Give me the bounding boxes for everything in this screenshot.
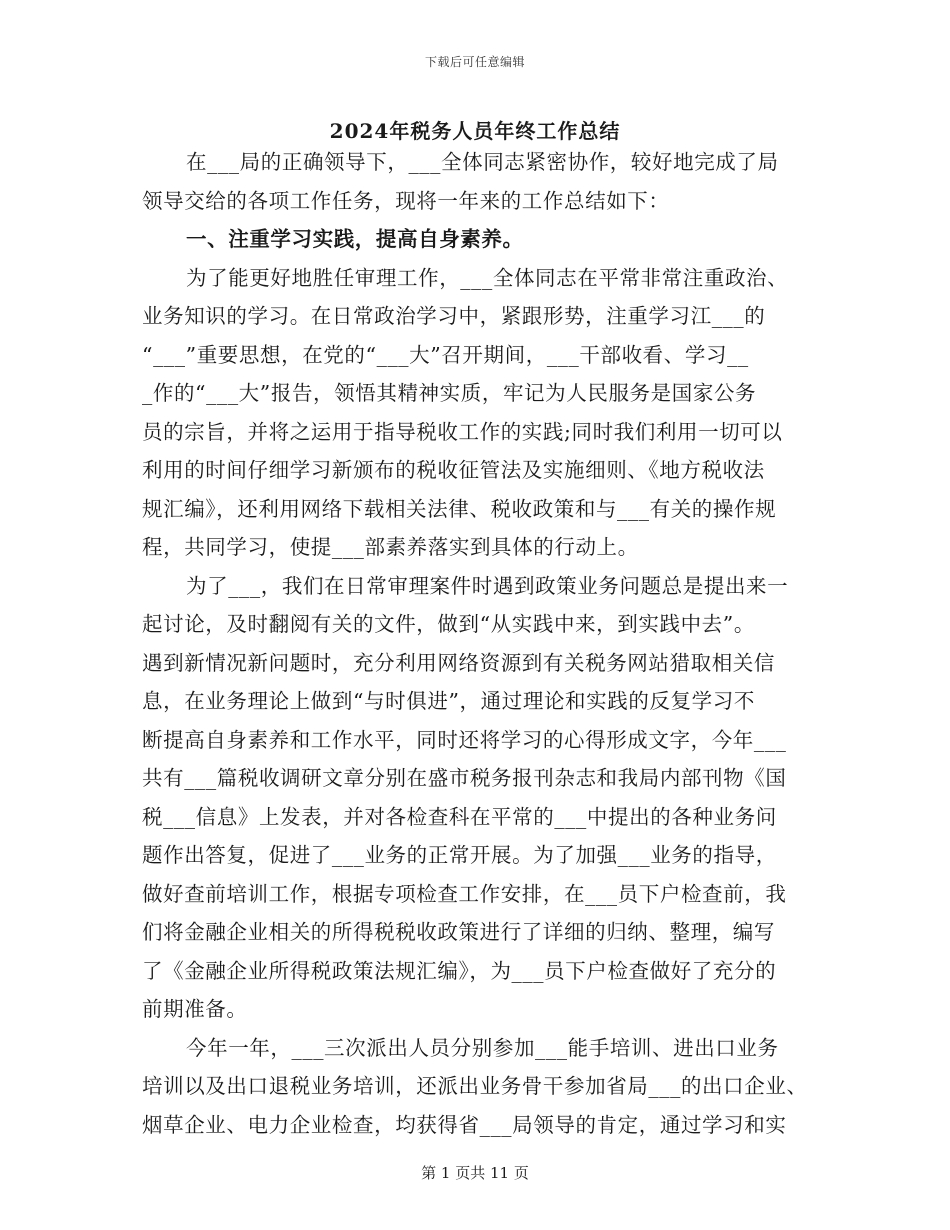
body-text-line: 培训以及出口退税业务培训，还派出业务骨干参加省局___的出口企业、 xyxy=(142,1074,808,1098)
body-text-line: 在___局的正确领导下，___全体同志紧密协作，较好地完成了局 xyxy=(186,150,779,174)
body-text-line: 程，共同学习，使提___部素养落实到具体的行动上。 xyxy=(142,535,639,559)
body-text-line: 遇到新情况新问题时，充分利用网络资源到有关税务网站猎取相关信 xyxy=(142,650,775,675)
body-text-line: 员的宗旨，并将之运用于指导税收工作的实践;同时我们利用一切可以 xyxy=(142,419,783,444)
body-text-line: 税___信息》上发表，并对各检查科在平常的___中提出的各种业务问 xyxy=(142,804,777,829)
page-number-footer: 第 1 页共 11 页 xyxy=(421,1164,529,1182)
body-text-line: 起讨论，及时翻阅有关的文件，做到“从实践中来，到实践中去”。 xyxy=(142,612,755,636)
document-title: 2024年税务人员年终工作总结 xyxy=(329,119,621,143)
body-text-line: 断提高自身素养和工作水平，同时还将学习的心得形成文字，今年___ xyxy=(142,727,787,752)
section-heading: 一、注重学习实践，提高自身素养。 xyxy=(186,227,524,251)
body-text-line: 规汇编》，还利用网络下载相关法律、税收政策和与___有关的操作规 xyxy=(142,496,777,521)
body-text-line: 共有___篇税收调研文章分别在盛市税务报刊杂志和我局内部刊物《国 xyxy=(142,766,787,790)
body-text-line: 烟草企业、电力企业检查，均获得省___局领导的肯定，通过学习和实 xyxy=(142,1112,787,1137)
body-text-line: 为了能更好地胜任审理工作，___全体同志在平常非常注重政治、 xyxy=(186,265,789,290)
document-body xyxy=(142,143,810,1144)
body-text-line: _作的“___大”报告，领悟其精神实质，牢记为人民服务是国家公务 xyxy=(142,381,757,405)
body-text-line: “___”重要思想，在党的“___大”召开期间，___干部收看、学习__ xyxy=(142,342,749,367)
body-text-line: 题作出答复，促进了___业务的正常开展。为了加强___业务的指导， xyxy=(142,843,777,867)
body-text-line: 息，在业务理论上做到“与时俱进”，通过理论和实践的反复学习不 xyxy=(142,689,755,713)
body-text-line: 做好查前培训工作，根据专项检查工作安排，在___员下户检查前，我 xyxy=(142,881,787,906)
body-text-line: 领导交给的各项工作任务，现将一年来的工作总结如下： xyxy=(142,188,670,213)
body-text-line: 们将金融企业相关的所得税税收政策进行了详细的归纳、整理，编写 xyxy=(142,920,775,944)
body-text-line: 今年一年，___三次派出人员分别参加___能手培训、进出口业务 xyxy=(186,1035,779,1060)
body-text-line: 业务知识的学习。在日常政治学习中，紧跟形势，注重学习江___的 xyxy=(142,304,766,328)
body-text-line: 前期准备。 xyxy=(142,997,248,1021)
body-text-line: 为了___，我们在日常审理案件时遇到政策业务问题总是提出来一 xyxy=(186,573,789,598)
body-text-line: 了《金融企业所得税政策法规汇编》，为___员下户检查做好了充分的 xyxy=(142,958,777,983)
body-text-line: 利用的时间仔细学习新颁布的税收征管法及实施细则、《地方税收法 xyxy=(142,458,765,482)
header-note: 下载后可任意编辑 xyxy=(424,55,525,69)
